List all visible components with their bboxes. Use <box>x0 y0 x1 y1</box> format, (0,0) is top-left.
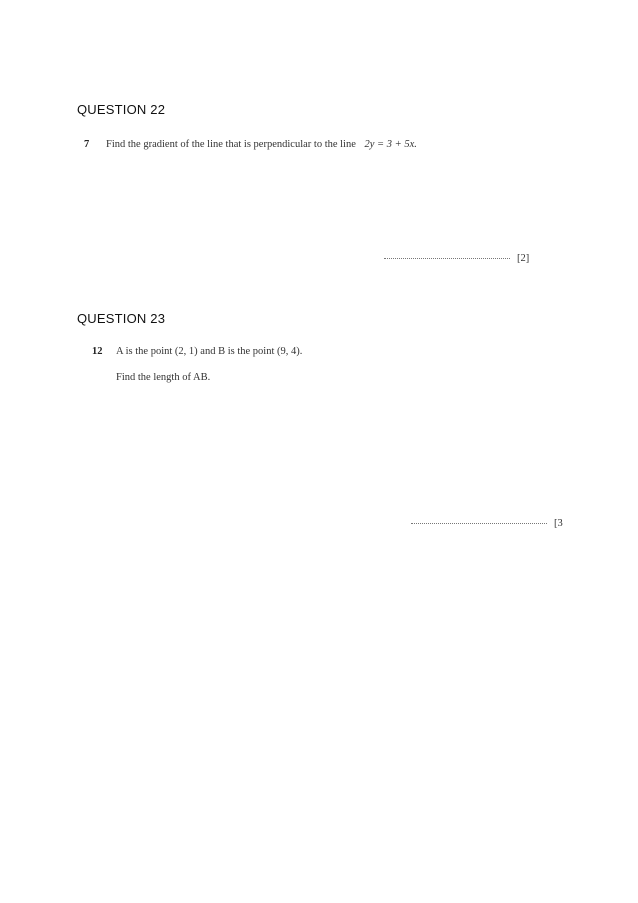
question-23-heading: QUESTION 23 <box>77 311 166 326</box>
question-23-line-2: Find the length of AB. <box>116 372 211 383</box>
question-22-marks: [2] <box>517 253 530 264</box>
question-22-text <box>106 139 417 150</box>
question-23-marks: [3 <box>554 518 563 529</box>
question-22-equation: 2y = 3 + 5x. <box>364 139 417 150</box>
question-23-line-1: A is the point (2, 1) and B is the point (9, 4). <box>116 346 303 357</box>
answer-dotted-line <box>411 522 547 524</box>
question-22-answer-line <box>384 253 529 264</box>
question-23-answer-line <box>411 518 563 529</box>
question-23-number: 12 <box>92 346 103 357</box>
answer-dotted-line <box>384 257 510 259</box>
question-22-prompt: Find the gradient of the line that is perpendicular to the line <box>106 139 356 150</box>
question-22-heading: QUESTION 22 <box>77 102 166 117</box>
question-22-number: 7 <box>84 139 90 150</box>
